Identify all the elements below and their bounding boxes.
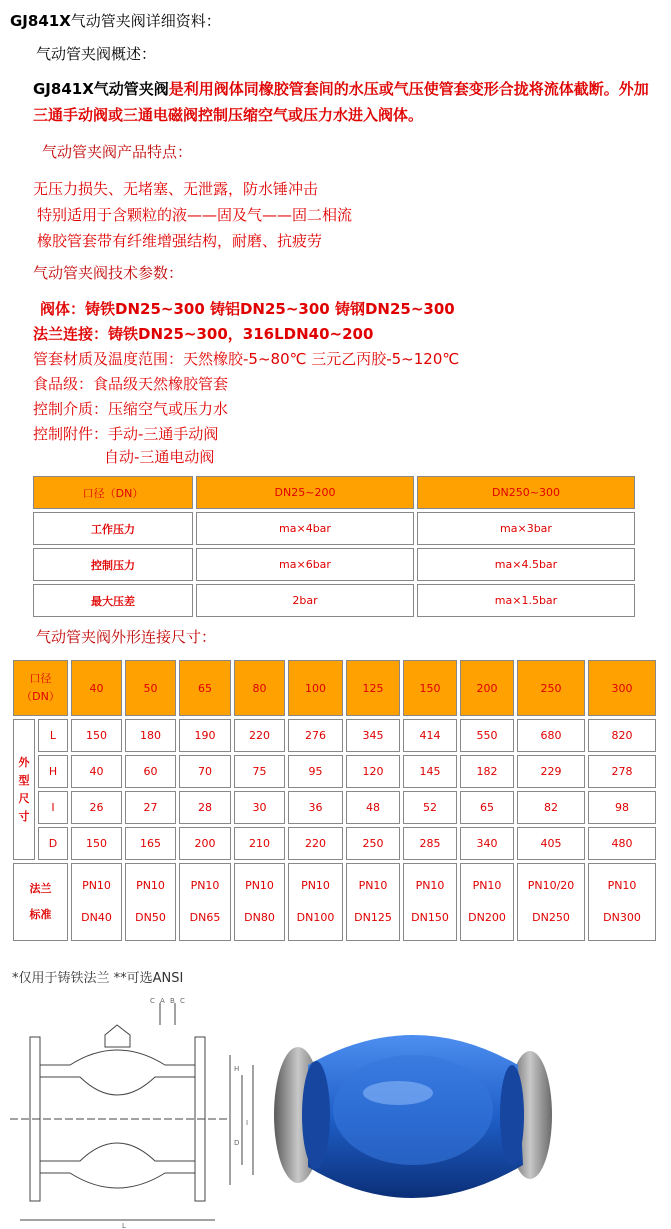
dims-title: 气动管夹阀外形连接尺寸： (36, 628, 217, 646)
table-cell: 276 (288, 719, 343, 752)
table-cell: 345 (346, 719, 400, 752)
heading-text: 气动管夹阀详细资料： (70, 12, 221, 30)
flange-cell (288, 863, 343, 941)
flange-row (13, 863, 656, 941)
table-cell: 工作压力 (33, 512, 193, 545)
table-row (33, 584, 635, 617)
dims-size-header: 50 (125, 660, 176, 716)
table-cell: 405 (517, 827, 585, 860)
table-cell: 200 (179, 827, 231, 860)
pressure-table (30, 473, 638, 620)
table-cell: 150 (71, 719, 122, 752)
flange-dn: DN50 (135, 911, 166, 924)
dims-header-label-line: （DN） (21, 690, 60, 703)
dims-size-header: 125 (346, 660, 400, 716)
table-cell: 48 (346, 791, 400, 824)
param-line: 法兰连接：铸铁DN25~300，316LDN40~200 (33, 325, 374, 343)
drawing-letter: H (234, 1065, 240, 1073)
table-row (13, 719, 656, 752)
params-title: 气动管夹阀技术参数： (33, 264, 184, 282)
flange-dn: DN80 (244, 911, 275, 924)
table-cell: 70 (179, 755, 231, 788)
table-cell: 95 (288, 755, 343, 788)
table-header-cell: DN250~300 (417, 476, 635, 509)
dims-size-header: 150 (403, 660, 457, 716)
table-cell: 190 (179, 719, 231, 752)
dims-size-header: 250 (517, 660, 585, 716)
table-cell: 180 (125, 719, 176, 752)
flange-dn: DN200 (468, 911, 506, 924)
drawing-letter: B (170, 997, 175, 1005)
flange-cell (346, 863, 400, 941)
flange-dn: DN65 (189, 911, 221, 924)
table-row (13, 791, 656, 824)
flange-pn: PN10 (472, 879, 502, 892)
overview-text: 是利用阀体同橡胶管套间的水压或气压使管套变形合拢将流体截断。外加三通手动阀或三通电磁阀控制压缩空气或压力水进入阀体。 (33, 80, 649, 124)
param-line: 控制介质：压缩空气或压力水 (33, 400, 229, 418)
flange-pn: PN10 (245, 879, 274, 892)
table-cell: ma×4bar (196, 512, 414, 545)
table-row (33, 548, 635, 581)
flange-cell (588, 863, 656, 941)
flange-pn: PN10/20 (527, 879, 575, 892)
drawing-letter: I (246, 1119, 249, 1127)
table-cell: 27 (125, 791, 176, 824)
table-header-cell: DN25~200 (196, 476, 414, 509)
flange-cell (71, 863, 122, 941)
table-cell: 150 (71, 827, 122, 860)
drawing-letter: A (160, 997, 165, 1005)
heading-model: GJ841X (10, 12, 71, 30)
flange-dn: DN125 (354, 911, 392, 924)
flange-pn: PN10 (301, 879, 330, 892)
flange-label-line: 法兰 (29, 882, 52, 895)
dims-group-label (13, 719, 35, 860)
valve-product-photo (268, 1015, 558, 1215)
table-cell: 最大压差 (33, 584, 193, 617)
flange-cell (460, 863, 514, 941)
footnote: *仅用于铸铁法兰 **可选ANSI (12, 971, 184, 986)
valve-technical-drawing (10, 995, 265, 1229)
flange-cell (517, 863, 585, 941)
table-row (13, 827, 656, 860)
drawing-letter: D (234, 1139, 240, 1147)
overview-lead: GJ841X气动管夹阀 (33, 80, 169, 98)
flange-cell (179, 863, 231, 941)
features-title: 气动管夹阀产品特点： (42, 143, 193, 161)
dims-header-label-line: 口径 (29, 672, 52, 685)
table-cell: 229 (517, 755, 585, 788)
table-cell: 2bar (196, 584, 414, 617)
dims-row-label: I (38, 791, 68, 824)
flange-cell (125, 863, 176, 941)
table-cell: 480 (588, 827, 656, 860)
table-cell: 82 (517, 791, 585, 824)
param-line: 阀体：铸铁DN25~300 铸铝DN25~300 铸钢DN25~300 (40, 300, 455, 318)
table-cell: 250 (346, 827, 400, 860)
overview-paragraph (33, 76, 653, 128)
flange-pn: PN10 (82, 879, 111, 892)
table-cell: 414 (403, 719, 457, 752)
table-cell: 182 (460, 755, 514, 788)
table-cell: 98 (588, 791, 656, 824)
table-cell: ma×4.5bar (417, 548, 635, 581)
table-cell: 145 (403, 755, 457, 788)
param-line: 食品级：食品级天然橡胶管套 (33, 375, 229, 393)
table-cell: ma×1.5bar (417, 584, 635, 617)
table-row (33, 512, 635, 545)
table-cell: 285 (403, 827, 457, 860)
feature-item: 无压力损失、无堵塞、无泄露，防水锤冲击 (33, 180, 319, 198)
flange-dn: DN100 (296, 911, 335, 924)
flange-pn: PN10 (415, 879, 445, 892)
flange-label-line: 标准 (29, 908, 52, 921)
dims-row-label: D (38, 827, 68, 860)
table-cell: 60 (125, 755, 176, 788)
table-cell: 控制压力 (33, 548, 193, 581)
table-cell: ma×3bar (417, 512, 635, 545)
feature-item: 橡胶管套带有纤维增强结构，耐磨、抗疲劳 (37, 232, 323, 250)
flange-dn: DN300 (603, 911, 641, 924)
table-cell: 36 (288, 791, 343, 824)
dims-group-label-line: 外型 (18, 755, 30, 787)
table-cell: 820 (588, 719, 656, 752)
flange-cell (403, 863, 457, 941)
flange-label (13, 863, 68, 941)
flange-pn: PN10 (190, 879, 220, 892)
dims-size-header: 80 (234, 660, 285, 716)
table-cell: 65 (460, 791, 514, 824)
table-cell: ma×6bar (196, 548, 414, 581)
table-header-row (33, 476, 635, 509)
table-cell: 26 (71, 791, 122, 824)
dims-header-row (13, 660, 656, 716)
table-cell: 40 (71, 755, 122, 788)
table-cell: 680 (517, 719, 585, 752)
table-cell: 210 (234, 827, 285, 860)
dims-row-label: H (38, 755, 68, 788)
flange-pn: PN10 (607, 879, 637, 892)
table-cell: 75 (234, 755, 285, 788)
flange-pn: PN10 (358, 879, 388, 892)
dims-size-header: 200 (460, 660, 514, 716)
table-cell: 220 (288, 827, 343, 860)
table-cell: 120 (346, 755, 400, 788)
drawing-letter: L (122, 1222, 126, 1229)
param-line: 自动-三通电动阀 (104, 448, 215, 466)
dims-header-label (13, 660, 68, 716)
dims-row-label: L (38, 719, 68, 752)
page-heading (10, 10, 221, 31)
flange-cell (234, 863, 285, 941)
flange-pn: PN10 (136, 879, 165, 892)
table-cell: 340 (460, 827, 514, 860)
flange-dn: DN40 (81, 911, 112, 924)
table-cell: 165 (125, 827, 176, 860)
table-cell: 28 (179, 791, 231, 824)
table-cell: 278 (588, 755, 656, 788)
param-line: 管套材质及温度范围：天然橡胶-5~80℃ 三元乙丙胶-5~120℃ (33, 350, 460, 368)
dims-size-header: 65 (179, 660, 231, 716)
dims-size-header: 100 (288, 660, 343, 716)
table-cell: 550 (460, 719, 514, 752)
flange-dn: DN150 (411, 911, 449, 924)
flange-dn: DN250 (532, 911, 570, 924)
feature-item: 特别适用于含颗粒的液——固及气——固二相流 (37, 206, 353, 224)
dimensions-table (10, 657, 659, 944)
overview-title: 气动管夹阀概述： (36, 45, 157, 63)
drawing-letter: C (150, 997, 155, 1005)
table-cell: 220 (234, 719, 285, 752)
table-cell: 52 (403, 791, 457, 824)
dims-size-header: 40 (71, 660, 122, 716)
param-line: 控制附件：手动-三通手动阀 (33, 425, 219, 443)
drawing-letter: C (180, 997, 185, 1005)
table-row (13, 755, 656, 788)
table-cell: 30 (234, 791, 285, 824)
dims-group-label-line: 尺寸 (18, 791, 30, 823)
table-header-cell: 口径（DN） (33, 476, 193, 509)
dims-size-header: 300 (588, 660, 656, 716)
